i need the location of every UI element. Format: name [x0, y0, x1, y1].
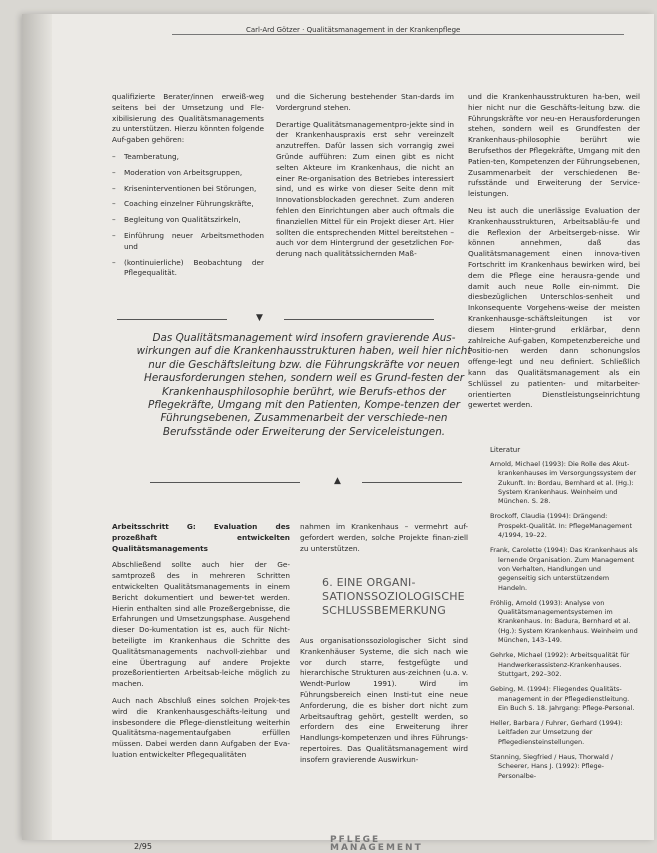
- literature-entry: Arnold, Michael (1993): Die Rolle des Akut-krankenhauses im Versorgungssystem der Zukunft. In: Bordau, Bernhard et al. (Hg.): System Krankenhaus. Weinheim und München. S. 28.: [490, 460, 637, 506]
- col1-paragraph: Auch nach Abschluß eines solchen Projek-tes wird die Krankenhausgeschäfts-leitung und insbesondere die Pflege-dienstleitung weiterhin Qualitätsma-nagementaufgaben erfüllen müssen. Dabei werden dann Aufgaben der Eva-luation entwickelter Pflegequalitäten: [112, 695, 290, 759]
- col1-intro: qualifizierte Berater/innen erweiß-weg seitens bei der Umsetzung und Fle-xibilisierung des Qualitätsmanagements zu unterstützen. Hierzu könnten folgende Auf-gaben gehören:: [112, 92, 264, 145]
- quote-rule-bottom-left: [150, 482, 300, 483]
- column-1-bottom: [112, 522, 290, 767]
- quote-rule-top-left: [117, 319, 227, 320]
- column-2-bottom-intro: [300, 522, 468, 560]
- literature-entry: Heller, Barbara / Fuhrer, Gerhard (1994): Leitfaden zur Umsetzung der Pflegediensteinstellungen.: [490, 719, 623, 746]
- column-3: [468, 92, 640, 417]
- page-number: 2/95: [134, 842, 152, 851]
- quote-mark: ▲: [334, 476, 341, 486]
- list-item: – Kriseninterventionen bei Störungen,: [112, 184, 264, 195]
- col2-paragraph: Aus organisationssoziologischer Sicht sind Krankenhäuser Systeme, die sich nach wie vor durch starre, festgefügte und hierarchische Strukturen aus-zeichnen (u.a. v. Wendt-Purlow 1991). Wird im Führungsbereich einen Insti-tut eine neue Anforderung, die es bisher dort nicht zum Arbeitsauftrag gehört, gestellt werden, so erfordern des eine Erweiterung ihrer Handlungs-kompetenzen und ihres Führungs-repertoires. Das Qualitätsmanagement wird insofern gravierende Auswirkun-: [300, 636, 469, 764]
- col3-paragraph: und die Krankenhausstrukturen ha-ben, weil hier nicht nur die Geschäfts-leitung bzw. die Führungskräfte vor neu-en Herausforderungen stehen, sondern weil es Grundfesten der Krankenhaus-philosophie berührt wie Berufsethos der Pflegekräfte, Umgang mit den Patien-ten, Kompetenzen der Führungsebenen, Zusammenarbeit der verschiedenen Be-rufsstände und Erweiterung der Service-leistungen.: [468, 92, 640, 199]
- literature-title: Literatur: [490, 446, 521, 454]
- pull-quote: Das Qualitätsmanagement wird insofern gravierende Aus-wirkungen auf die Krankenhausstrukturen haben, weil hier nicht nur die Geschäftsleitung bzw. die Führungskräfte vor neuen Herausforderungen stehen, sondern weil es Grund-festen der Krankenhausphilosophie berührt, wie Berufs-ethos der Pflegekräfte, Umgang mit den Patienten, Kompe-tenzen der Führungsebenen, Zusammenarbeit der verschiede-nen Berufsstände oder Erweiterung der Serviceleistungen.: [136, 332, 472, 438]
- running-head: Carl-Ard Götzer · Qualitätsmanagement in der Krankenpflege: [242, 26, 464, 34]
- logo-top: PFLEGE: [330, 835, 381, 845]
- list-item: – Einführung neuer Arbeitsmethoden und: [112, 231, 264, 253]
- column-2-top: [276, 92, 454, 266]
- literature-entry: Gebing, M. (1994): Fliegendes Qualitäts-management in der Pflegedienstleitung. Ein Buch S. 18. Jahrgang: Pflege-Personal.: [490, 685, 635, 712]
- book-spine-shadow: [22, 14, 52, 840]
- list-item: – Moderation von Arbeitsgruppen,: [112, 168, 264, 179]
- col2-paragraph: Derartige Qualitätsmanagementpro-jekte sind in der Krankenhauspraxis erst sehr vereinzelt anzutreffen. Dafür lassen sich vorrangig zwei Gründe aufführen: Zum einen gibt es nicht selten Akteure im Krankenhaus, die nicht an einer Re-organisation des Betriebes interessiert sind, und es wirke von dieser Seite denn mit Innovationsblockaden gerechnet. Zum anderen fehlen den Einrichtungen aber auch oftmals die finanziellen Mittel für ein Projekt dieser Art. Hier sollten die entsprechenden Mittel bereitstehen – auch vor dem Hintergrund der gesetzlichen For-derung nach qualitätssichernden Maß-: [276, 119, 454, 259]
- quote-rule-bottom-right: [362, 482, 462, 483]
- section-title: 6. EINE ORGANI-SATIONSSOZIOLOGISCHE SCHLUSSBEMERKUNG: [322, 576, 465, 617]
- column-1-top: [112, 92, 264, 284]
- literature-entry: Gehrke, Michael (1992): Arbeitsqualität für Handwerkerassistenz-Krankenhauses. Stuttgart, 292–302.: [490, 651, 630, 678]
- task-list: [112, 152, 264, 279]
- col2-paragraph: und die Sicherung bestehender Stan-dards im Vordergrund stehen.: [276, 92, 454, 112]
- literature-entry: Brockoff, Claudia (1994): Drängend: Prospekt-Qualität. In: PflegeManagement 4/1994, 19–22.: [490, 512, 633, 540]
- quote-rule-top-right: [284, 319, 434, 320]
- quote-mark: ▼: [256, 313, 263, 323]
- literature-entry: Fröhlig, Arnold (1993): Analyse von Qualitätsmanagementsystemen im Krankenhaus. In: Badura, Bernhard et al. (Hg.): System Krankenhaus. Weinheim und München, 143–149.: [490, 598, 638, 645]
- document-page: [22, 14, 654, 853]
- col3-paragraph: Neu ist auch die unerlässige Evaluation der Krankenhausstrukturen, Arbeitsabläu-fe und die Reflexion der Arbeitsergeb-nisse. Wir können annehmen, daß das Qualitätsmanagement einen innova-tiven Fortschritt im Krankenhaus bewirken wird, bei dem die Pflege eine herausra-gende und damit auch neue Rolle ein-nimmt. Die diesbezüglichen Unterschlos-senheit und Inkonsequente Vorgehens-weise der meisten Krankenhausge-schäftsleitungen ist vor diesem Hinter-grund erklärbar, denn zahlreiche Auf-gaben, Kompetenzbereiche und Positio-nen werden dann schonungslos offenge-legt und neu definiert. Schließlich kann das Qualitätsmanagement als ein Schlüssel zu patienten- und mitarbeiter-orientierten Dienstleistungseinrichtung gewertet werden.: [468, 205, 640, 410]
- col2-paragraph: nahmen im Krankenhaus – vermehrt auf-gefordert werden, solche Projekte finan-ziell zu unterstützen.: [300, 522, 468, 553]
- subsection-title: Arbeitsschritt G: Evaluation des prozeßhaft entwickelten Qualitätsmanagements: [112, 522, 290, 553]
- magazine-logo: [330, 836, 423, 852]
- column-2-bottom: [300, 636, 468, 772]
- literature-entry: Stanning, Siegfried / Haus, Thorwald / Scheerer, Hans J. (1992): Pflege-Personalbe-: [490, 753, 614, 780]
- col1-paragraph: Abschließend sollte auch hier der Ge-samtprozeß des in mehreren Schritten entwickelten Qualitätsmanagements in einem Bericht dokumentiert und bewer-tet werden. Hierin enthalten sind alle Prozeßergebnisse, die Erfahrungen und Umsetzungsphase. Ausgehend dieser Do-kumentation ist es, auch für Nicht-beteiligte im Krankenhaus die Schritte des Qualitätsmanagements nachvoll-ziehbar und eine Übertragung auf andere Projekte prozeßorientierten Arbeitsab-leiche möglich zu machen.: [112, 560, 290, 689]
- list-item: – Begleitung von Qualitätszirkeln,: [112, 215, 264, 226]
- logo-bottom: MANAGEMENT: [330, 843, 423, 853]
- literature-entry: Frank, Carolette (1994): Das Krankenhaus als lernende Organisation. Zum Management von Verhalten, Handlungen und gegenseitig sich unterstützendem Handeln.: [490, 546, 638, 592]
- list-item: – Coaching einzelner Führungskräfte,: [112, 199, 264, 210]
- list-item: – (kontinuierliche) Beobachtung der Pflegequalität.: [112, 258, 264, 280]
- header-rule: [172, 34, 624, 35]
- list-item: – Teamberatung,: [112, 152, 264, 163]
- literature-list: [490, 460, 640, 787]
